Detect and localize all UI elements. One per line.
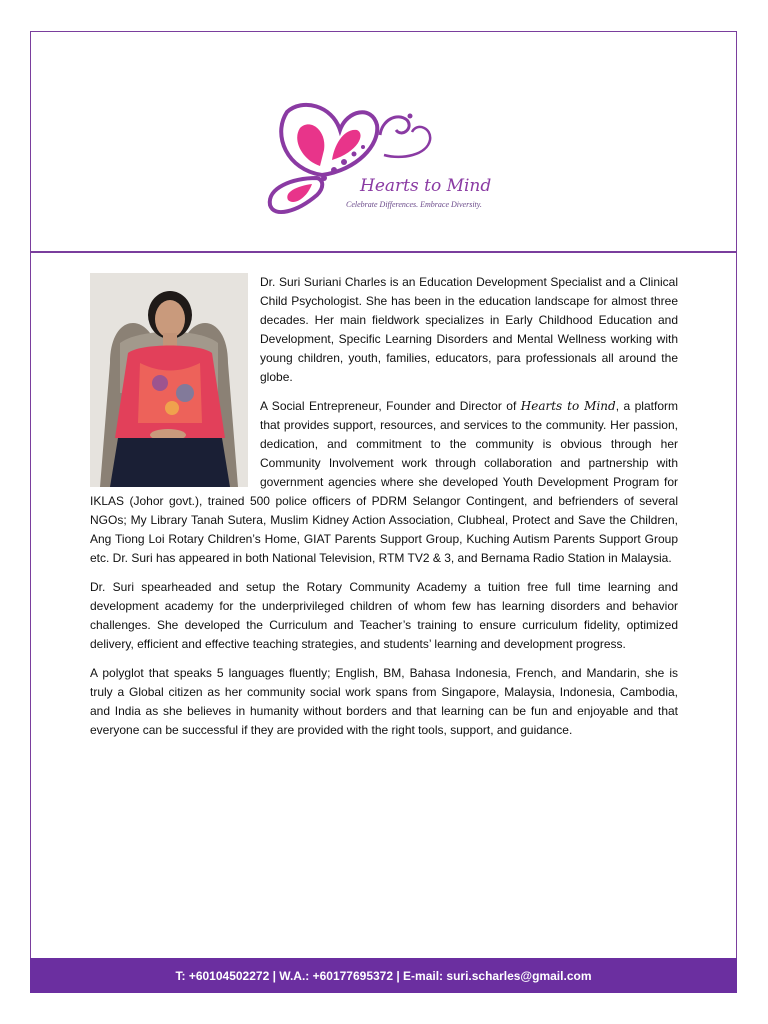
contact-info: T: +60104502272 | W.A.: +60177695372 | E-mail: suri.scharles@gmail.com [175,968,592,983]
contact-footer [30,958,737,993]
logo-brand-name: Hearts to Mind [360,176,492,196]
bio-paragraph-4: A polyglot that speaks 5 languages fluently; English, BM, Bahasa Indonesia, French, and Mandarin, she is truly a Global citizen as her community social work spans from Singapore, Malaysia, Indonesia, Cambodia, and India as she believes in humanity without borders and that learning can be fun and enjoyable and that everyone can be successful if they are provided with the right tools, support, and guidance. [90,666,678,737]
logo-tagline: Celebrate Differences. Embrace Diversity. [346,200,482,209]
bio-paragraph-1: Dr. Suri Suriani Charles is an Education Development Specialist and a Clinical Child Psychologist. She has been in the education landscape for almost three decades. Her main fieldwork specializes in Early Childhood Education and Development, Specific Learning Disorders and Mental Wellness working with young children, youth, families, educators, para professionals all around the globe. [260,275,678,384]
portrait-photo [90,273,248,487]
header-divider [30,251,737,253]
bio-paragraph-2-start: A Social Entrepreneur, Founder and Director of [260,399,521,413]
hearts-to-mind-logo [262,100,502,220]
brand-inline-name: Hearts to Mind [520,399,616,413]
bio-paragraph-2-end: , a platform that provides support, resources, and services to the community. Her passion, dedication, and commitment to the community is obvious through her Community Involvement work through collaboration and partnership with government agencies where she developed Youth Development Program for IKLAS (Johor govt.), trained 500 police officers of PDRM Selangor Contingent, and befrienders of several NGOs; My Library Tanah Sutera, Muslim Kidney Action Association, Clubheal, Protect and Save the Children, Ang Tiong Loi Rotary Children’s Home, GIAT Parents Support Group, Kuching Autism Parents Support Group etc. Dr. Suri has appeared in both National Television, RTM TV2 & 3, and Bernama Radio Station in Malaysia. [90,399,678,565]
bio-paragraph-3: Dr. Suri spearheaded and setup the Rotary Community Academy a tuition free full time learning and development academy for the underprivileged children of whom few has learning disorders and behavior challenges. She developed the Curriculum and Teacher’s training to ensure curriculum fidelity, optimized delivery, efficient and effective teaching strategies, and students’ learning and development progress. [90,580,678,651]
portrait-illustration [90,273,248,487]
bio-content [90,273,678,750]
